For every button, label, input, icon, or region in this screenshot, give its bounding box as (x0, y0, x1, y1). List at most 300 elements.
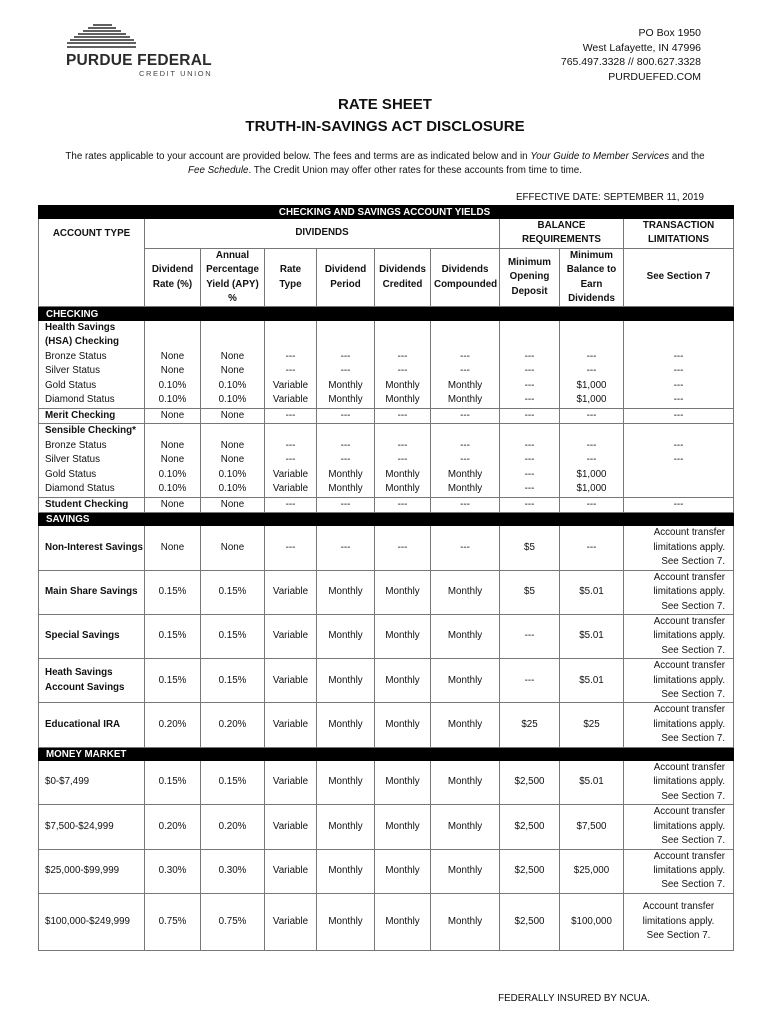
dividends-credited: --- (375, 408, 431, 423)
empty-cell (560, 321, 624, 350)
empty-cell (201, 321, 265, 350)
dividend-rate: None (145, 526, 201, 570)
rate-type: Variable (265, 482, 317, 497)
dividend-period: Monthly (317, 893, 375, 950)
dividends-compounded: Monthly (431, 570, 500, 614)
account-name: Heath Savings Account Savings (39, 659, 145, 703)
min-opening-deposit: --- (500, 482, 560, 497)
transaction-limit: --- (624, 379, 734, 394)
transfer-limit-note (624, 893, 734, 950)
transfer-limit-line: Account transfer (653, 762, 726, 774)
dividend-period: Monthly (317, 570, 375, 614)
min-opening-deposit: $5 (500, 526, 560, 570)
rate-type: Variable (265, 893, 317, 950)
section-checking: CHECKING (39, 307, 734, 321)
dividends-credited: --- (375, 364, 431, 379)
account-name: $100,000-$249,999 (39, 893, 145, 950)
empty-cell (431, 424, 500, 439)
col-dividends-credited: Dividends Credited (375, 248, 431, 307)
transfer-limit-note (624, 849, 734, 893)
empty-cell (265, 321, 317, 350)
min-opening-deposit: --- (500, 497, 560, 512)
transfer-limit-line: See Section 7. (661, 600, 726, 612)
dividend-period: --- (317, 497, 375, 512)
min-opening-deposit: --- (500, 364, 560, 379)
min-balance: $1,000 (560, 482, 624, 497)
table-row (39, 468, 734, 483)
min-balance: --- (560, 526, 624, 570)
savings-row (39, 703, 734, 747)
transfer-limit-note (624, 805, 734, 849)
table-banner-row (39, 205, 734, 219)
transfer-limit-note (624, 526, 734, 570)
dividend-period: Monthly (317, 468, 375, 483)
dividend-rate: 0.20% (145, 805, 201, 849)
transfer-limit-line: limitations apply. (653, 776, 726, 788)
empty-cell (145, 424, 201, 439)
apy: None (201, 408, 265, 423)
sensible-group-label: Sensible Checking* (39, 424, 145, 439)
rate-type: --- (265, 526, 317, 570)
empty-cell (624, 424, 734, 439)
min-opening-deposit: --- (500, 379, 560, 394)
dividends-compounded: --- (431, 453, 500, 468)
dividends-credited: Monthly (375, 703, 431, 747)
hsa-group-row (39, 321, 734, 350)
account-name: Diamond Status (39, 393, 145, 408)
dividends-credited: Monthly (375, 482, 431, 497)
dividend-rate: None (145, 453, 201, 468)
table-row (39, 364, 734, 379)
table-row (39, 393, 734, 408)
min-balance: $1,000 (560, 468, 624, 483)
address-city: West Lafayette, IN 47996 (582, 41, 701, 54)
apy: 0.15% (201, 614, 265, 658)
group-header-row (39, 219, 734, 248)
sensible-group-label-row (39, 424, 734, 439)
transaction-limit: --- (624, 408, 734, 423)
dividends-credited: Monthly (375, 468, 431, 483)
account-name: Diamond Status (39, 482, 145, 497)
apy: 0.10% (201, 379, 265, 394)
transfer-limit-line: Account transfer (653, 615, 726, 627)
dividend-rate: None (145, 364, 201, 379)
dividends-credited: Monthly (375, 379, 431, 394)
apy: None (201, 526, 265, 570)
col-apy: Annual Percentage Yield (APY) % (201, 248, 265, 307)
dividend-rate: 0.15% (145, 614, 201, 658)
footer-insured: FEDERALLY INSURED BY NCUA. (498, 993, 650, 1004)
credit-union-logo (66, 22, 216, 78)
dividends-credited: --- (375, 526, 431, 570)
apy: 0.20% (201, 805, 265, 849)
section-savings: SAVINGS (39, 512, 734, 526)
apy: 0.20% (201, 703, 265, 747)
min-balance: $5.01 (560, 570, 624, 614)
account-name: Bronze Status (39, 439, 145, 454)
dividend-rate: 0.15% (145, 659, 201, 703)
transfer-limit-line: limitations apply. (653, 630, 726, 642)
transfer-limit-note (624, 570, 734, 614)
dividends-compounded: --- (431, 439, 500, 454)
apy: None (201, 439, 265, 454)
account-name: Special Savings (39, 614, 145, 658)
dividend-rate: 0.15% (145, 570, 201, 614)
dividends-credited: Monthly (375, 893, 431, 950)
dividend-period: Monthly (317, 379, 375, 394)
col-see-section: See Section 7 (624, 248, 734, 307)
brand-subtitle: CREDIT UNION (139, 69, 213, 78)
account-name: Main Share Savings (39, 570, 145, 614)
rate-type: --- (265, 439, 317, 454)
empty-cell (317, 321, 375, 350)
brand-name: PURDUE FEDERAL (66, 52, 212, 69)
section-money-market: MONEY MARKET (39, 747, 734, 761)
col-dividend-rate: Dividend Rate (%) (145, 248, 201, 307)
min-balance: --- (560, 364, 624, 379)
balance-header: BALANCE REQUIREMENTS (500, 219, 624, 248)
min-opening-deposit: --- (500, 468, 560, 483)
apy: None (201, 453, 265, 468)
transfer-limit-line: Account transfer (653, 850, 726, 862)
apy: None (201, 364, 265, 379)
empty-cell (624, 321, 734, 350)
rate-type: Variable (265, 805, 317, 849)
dividend-period: Monthly (317, 703, 375, 747)
min-balance: --- (560, 439, 624, 454)
dividend-rate: None (145, 497, 201, 512)
dividend-period: Monthly (317, 849, 375, 893)
account-name: Gold Status (39, 379, 145, 394)
table-row (39, 408, 734, 423)
transfer-limit-line: See Section 7. (661, 835, 726, 847)
dividends-credited: --- (375, 497, 431, 512)
transfer-limit-line: See Section 7. (661, 644, 726, 656)
rate-type: --- (265, 453, 317, 468)
transaction-limit: --- (624, 364, 734, 379)
dividend-period: Monthly (317, 614, 375, 658)
apy: None (201, 497, 265, 512)
rate-type: --- (265, 497, 317, 512)
table-banner: CHECKING AND SAVINGS ACCOUNT YIELDS (39, 205, 734, 219)
apy: None (201, 350, 265, 365)
dividends-compounded: --- (431, 526, 500, 570)
transfer-limit-note (624, 703, 734, 747)
dividends-credited: Monthly (375, 761, 431, 805)
transfer-limit-line: See Section 7. (661, 733, 726, 745)
transaction-limit: --- (624, 393, 734, 408)
transfer-limit-line: limitations apply. (653, 541, 726, 553)
account-name: $7,500-$24,999 (39, 805, 145, 849)
dividends-compounded: --- (431, 408, 500, 423)
dividend-rate: 0.75% (145, 893, 201, 950)
dividends-compounded: --- (431, 497, 500, 512)
table-row (39, 497, 734, 512)
transaction-limit: --- (624, 350, 734, 365)
dividends-credited: Monthly (375, 614, 431, 658)
dividends-credited: Monthly (375, 805, 431, 849)
min-opening-deposit: $2,500 (500, 805, 560, 849)
dividend-rate: 0.10% (145, 379, 201, 394)
table-row (39, 482, 734, 497)
dividend-rate: None (145, 350, 201, 365)
account-name: $0-$7,499 (39, 761, 145, 805)
col-min-opening: Minimum Opening Deposit (500, 248, 560, 307)
rate-type: Variable (265, 614, 317, 658)
savings-row (39, 570, 734, 614)
dividend-period: --- (317, 408, 375, 423)
empty-cell (375, 424, 431, 439)
apy: 0.15% (201, 659, 265, 703)
min-opening-deposit: --- (500, 439, 560, 454)
section-money-market-row (39, 747, 734, 761)
page-subtitle: TRUTH-IN-SAVINGS ACT DISCLOSURE (245, 118, 525, 135)
rate-type: Variable (265, 761, 317, 805)
dividends-compounded: Monthly (431, 703, 500, 747)
rate-type: Variable (265, 393, 317, 408)
intro-text-1: The rates applicable to your account are provided below. The fees and terms are as indicated below and in (65, 151, 531, 162)
section-checking-row (39, 307, 734, 321)
col-dividend-period: Dividend Period (317, 248, 375, 307)
transfer-limit-line: See Section 7. (661, 879, 726, 891)
min-balance: $1,000 (560, 379, 624, 394)
rate-type: --- (265, 350, 317, 365)
transaction-limit: --- (624, 439, 734, 454)
rate-type: Variable (265, 703, 317, 747)
dividend-rate: 0.10% (145, 482, 201, 497)
transfer-limit-note (624, 614, 734, 658)
dividend-period: --- (317, 364, 375, 379)
min-opening-deposit: $2,500 (500, 761, 560, 805)
savings-row (39, 614, 734, 658)
dividends-compounded: Monthly (431, 849, 500, 893)
min-opening-deposit: $2,500 (500, 893, 560, 950)
account-name: Silver Status (39, 453, 145, 468)
dividends-credited: Monthly (375, 570, 431, 614)
rate-type: --- (265, 364, 317, 379)
dividend-period: --- (317, 526, 375, 570)
dividends-header: DIVIDENDS (145, 219, 500, 248)
dividend-period: Monthly (317, 393, 375, 408)
transfer-limit-line: See Section 7. (661, 688, 726, 700)
dividend-rate: 0.30% (145, 849, 201, 893)
empty-cell (145, 321, 201, 350)
apy: 0.15% (201, 761, 265, 805)
account-name: Educational IRA (39, 703, 145, 747)
rate-type: Variable (265, 659, 317, 703)
transfer-limit-line: See Section 7. (646, 929, 711, 941)
table-row (39, 453, 734, 468)
transaction-header: TRANSACTION LIMITATIONS (624, 219, 734, 248)
min-balance: $5.01 (560, 659, 624, 703)
transfer-limit-line: limitations apply. (653, 718, 726, 730)
min-balance: $1,000 (560, 393, 624, 408)
dividend-rate: 0.20% (145, 703, 201, 747)
dividend-period: --- (317, 453, 375, 468)
table-row (39, 379, 734, 394)
transfer-limit-line: limitations apply. (642, 915, 715, 927)
dividend-rate: 0.10% (145, 468, 201, 483)
empty-cell (317, 424, 375, 439)
dividends-compounded: Monthly (431, 468, 500, 483)
account-name: Merit Checking (39, 408, 145, 423)
transaction-limit: --- (624, 453, 734, 468)
apy: 0.10% (201, 482, 265, 497)
transfer-limit-note (624, 761, 734, 805)
rate-type: Variable (265, 468, 317, 483)
dividend-period: Monthly (317, 805, 375, 849)
rate-type: Variable (265, 379, 317, 394)
rate-type: Variable (265, 570, 317, 614)
min-balance: $5.01 (560, 614, 624, 658)
apy: 0.10% (201, 468, 265, 483)
min-balance: --- (560, 350, 624, 365)
min-balance: $7,500 (560, 805, 624, 849)
dividends-compounded: Monthly (431, 393, 500, 408)
dividends-credited: Monthly (375, 849, 431, 893)
money-market-row (39, 761, 734, 805)
min-opening-deposit: $5 (500, 570, 560, 614)
dividends-compounded: --- (431, 350, 500, 365)
building-icon (66, 22, 136, 52)
page-title: RATE SHEET (338, 96, 432, 113)
rate-type: Variable (265, 849, 317, 893)
transaction-limit (624, 468, 734, 483)
col-dividends-compounded: Dividends Compounded (431, 248, 500, 307)
dividend-period: --- (317, 350, 375, 365)
effective-date: EFFECTIVE DATE: SEPTEMBER 11, 2019 (515, 192, 704, 203)
empty-cell (201, 424, 265, 439)
dividend-period: Monthly (317, 761, 375, 805)
transfer-limit-line: Account transfer (642, 901, 715, 913)
transfer-limit-line: Account transfer (653, 704, 726, 716)
dividend-rate: 0.15% (145, 761, 201, 805)
section-savings-row (39, 512, 734, 526)
min-opening-deposit: --- (500, 659, 560, 703)
dividend-rate: 0.10% (145, 393, 201, 408)
table-row (39, 350, 734, 365)
account-name: Gold Status (39, 468, 145, 483)
intro-text-3: . The Credit Union may offer other rates for these accounts from time to time. (248, 165, 582, 176)
address-phone: 765.497.3328 // 800.627.3328 (560, 56, 701, 68)
min-opening-deposit: --- (500, 614, 560, 658)
savings-row (39, 659, 734, 703)
empty-cell (500, 321, 560, 350)
dividends-compounded: Monthly (431, 761, 500, 805)
empty-cell (560, 424, 624, 439)
min-opening-deposit: --- (500, 408, 560, 423)
transfer-limit-line: Account transfer (653, 806, 726, 818)
min-balance: $25 (560, 703, 624, 747)
transaction-limit (624, 482, 734, 497)
account-type-header: ACCOUNT TYPE (39, 219, 145, 307)
dividend-period: Monthly (317, 482, 375, 497)
min-balance: $25,000 (560, 849, 624, 893)
apy: 0.10% (201, 393, 265, 408)
dividends-credited: Monthly (375, 393, 431, 408)
dividend-rate: None (145, 408, 201, 423)
transfer-limit-line: Account transfer (653, 571, 726, 583)
dividend-period: --- (317, 439, 375, 454)
account-name: Silver Status (39, 364, 145, 379)
transfer-limit-line: See Section 7. (661, 556, 726, 568)
min-balance: --- (560, 408, 624, 423)
dividends-compounded: Monthly (431, 614, 500, 658)
account-name: Non-Interest Savings (39, 526, 145, 570)
min-balance: $100,000 (560, 893, 624, 950)
apy: 0.75% (201, 893, 265, 950)
intro-fee-schedule: Fee Schedule (188, 165, 249, 176)
min-opening-deposit: --- (500, 453, 560, 468)
dividend-rate: None (145, 439, 201, 454)
dividends-credited: --- (375, 453, 431, 468)
empty-cell (375, 321, 431, 350)
min-opening-deposit: $2,500 (500, 849, 560, 893)
rate-table (38, 205, 734, 951)
address-block (561, 26, 701, 84)
min-opening-deposit: --- (500, 393, 560, 408)
empty-cell (500, 424, 560, 439)
empty-cell (431, 321, 500, 350)
hsa-group-label: Health Savings (HSA) Checking (39, 321, 145, 350)
apy: 0.30% (201, 849, 265, 893)
money-market-row (39, 893, 734, 950)
dividends-credited: --- (375, 350, 431, 365)
col-min-balance: Minimum Balance to Earn Dividends (560, 248, 624, 307)
transfer-limit-line: Account transfer (653, 527, 726, 539)
transaction-limit: --- (624, 497, 734, 512)
address-website: PURDUEFED.COM (608, 70, 701, 83)
table-row (39, 439, 734, 454)
intro-guide-title: Your Guide to Member Services (530, 151, 670, 162)
min-balance: --- (560, 497, 624, 512)
transfer-limit-line: See Section 7. (661, 790, 726, 802)
account-name: Bronze Status (39, 350, 145, 365)
col-rate-type: Rate Type (265, 248, 317, 307)
rate-type: --- (265, 408, 317, 423)
transfer-limit-line: limitations apply. (653, 864, 726, 876)
transfer-limit-line: limitations apply. (653, 820, 726, 832)
intro-text-2: and the (669, 151, 705, 162)
money-market-row (39, 805, 734, 849)
transfer-limit-line: Account transfer (653, 660, 726, 672)
address-po-box: PO Box 1950 (638, 27, 701, 39)
dividends-compounded: Monthly (431, 379, 500, 394)
savings-row (39, 526, 734, 570)
apy: 0.15% (201, 570, 265, 614)
dividends-credited: Monthly (375, 659, 431, 703)
transfer-limit-note (624, 659, 734, 703)
dividends-compounded: Monthly (431, 659, 500, 703)
dividends-compounded: Monthly (431, 893, 500, 950)
dividends-compounded: --- (431, 364, 500, 379)
dividends-compounded: Monthly (431, 482, 500, 497)
dividends-credited: --- (375, 439, 431, 454)
account-name: $25,000-$99,999 (39, 849, 145, 893)
dividend-period: Monthly (317, 659, 375, 703)
min-balance: --- (560, 453, 624, 468)
min-opening-deposit: $25 (500, 703, 560, 747)
min-balance: $5.01 (560, 761, 624, 805)
transfer-limit-line: limitations apply. (653, 674, 726, 686)
transfer-limit-line: limitations apply. (653, 586, 726, 598)
account-name: Student Checking (39, 497, 145, 512)
min-opening-deposit: --- (500, 350, 560, 365)
money-market-row (39, 849, 734, 893)
dividends-compounded: Monthly (431, 805, 500, 849)
empty-cell (265, 424, 317, 439)
intro-paragraph (60, 150, 710, 178)
